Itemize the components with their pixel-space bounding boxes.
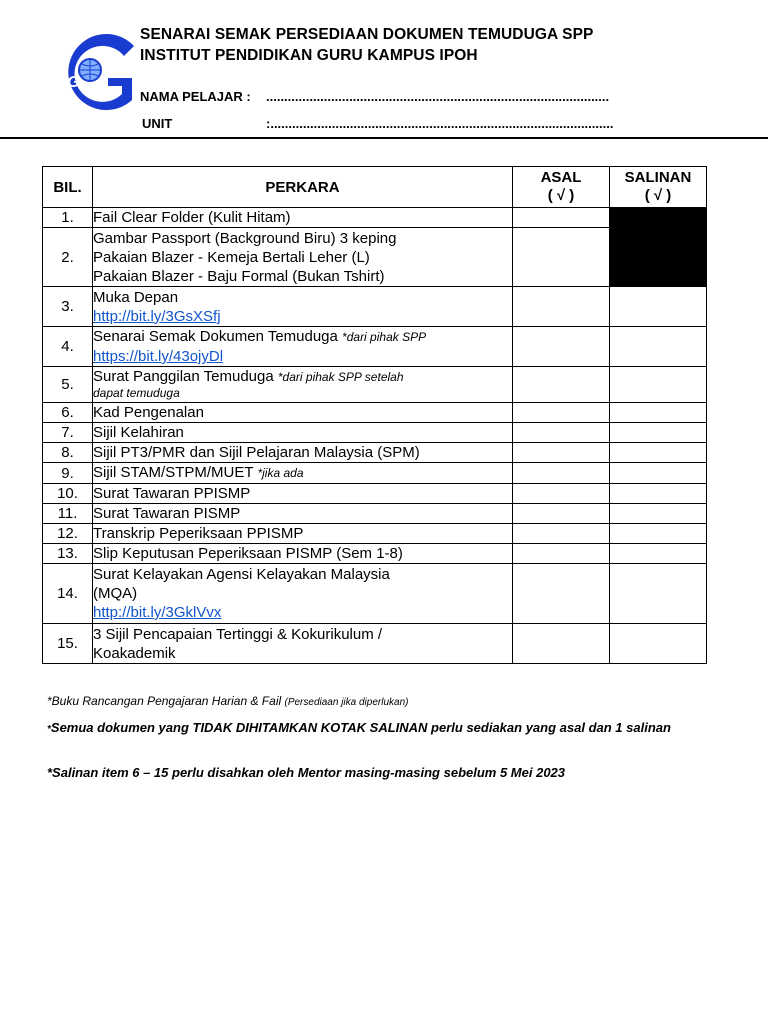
footnote-star: *	[47, 724, 51, 735]
row-number: 4.	[43, 327, 93, 367]
unit-field	[140, 116, 613, 131]
row-item: Sijil PT3/PMR dan Sijil Pelajaran Malaysia (SPM)	[93, 443, 513, 463]
footnote-buku-rancangan	[47, 694, 408, 708]
table-header-row	[43, 167, 707, 208]
salinan-checkbox-cell[interactable]	[610, 443, 707, 463]
item-text: Pakaian Blazer - Baju Formal (Bukan Tshirt)	[93, 267, 385, 285]
table-row	[43, 443, 707, 463]
asal-checkbox-cell[interactable]	[513, 504, 610, 524]
item-text: Surat Panggilan Temuduga	[93, 367, 274, 385]
footnote-mentor-deadline: *Salinan item 6 – 15 perlu disahkan oleh Mentor masing-masing sebelum 5 Mei 2023	[47, 765, 566, 780]
salinan-checkbox-cell[interactable]	[610, 564, 707, 624]
table-row	[43, 208, 707, 228]
table-row	[43, 403, 707, 423]
salinan-checkbox-cell[interactable]	[610, 327, 707, 367]
row-item	[93, 367, 513, 403]
asal-checkbox-cell[interactable]	[513, 564, 610, 624]
table-row	[43, 287, 707, 327]
table-row	[43, 564, 707, 624]
footnote-small: (Persediaan jika diperlukan)	[284, 697, 409, 708]
table-row	[43, 228, 707, 287]
nama-pelajar-label: NAMA PELAJAR :	[140, 89, 251, 104]
row-number: 3.	[43, 287, 93, 327]
item-text: (MQA)	[93, 585, 138, 602]
row-item	[93, 327, 513, 367]
nama-pelajar-dots: ...............................................................................................	[266, 89, 610, 104]
salinan-checkbox-cell[interactable]	[610, 463, 707, 484]
salinan-checkbox-cell[interactable]	[610, 484, 707, 504]
table-row	[43, 544, 707, 564]
row-item	[93, 564, 513, 624]
table-row	[43, 327, 707, 367]
header-asal-label: ASAL	[540, 169, 582, 186]
row-number: 10.	[43, 484, 93, 504]
item-text: Pakaian Blazer - Kemeja Bertali Leher (L)	[93, 248, 370, 266]
row-number: 8.	[43, 443, 93, 463]
asal-checkbox-cell[interactable]	[513, 367, 610, 403]
row-item: Kad Pengenalan	[93, 403, 513, 423]
salinan-checkbox-cell[interactable]	[610, 423, 707, 443]
logo-text: iPG	[52, 74, 80, 91]
header-divider	[0, 137, 768, 139]
salinan-checkbox-cell[interactable]	[610, 544, 707, 564]
row-number: 15.	[43, 624, 93, 664]
mqa-link[interactable]: http://bit.ly/3GklVvx	[93, 604, 222, 621]
salinan-checkbox-cell[interactable]	[610, 524, 707, 544]
salinan-checkbox-cell[interactable]	[610, 367, 707, 403]
salinan-checkbox-cell[interactable]	[610, 624, 707, 664]
asal-checkbox-cell[interactable]	[513, 403, 610, 423]
table-row	[43, 504, 707, 524]
asal-checkbox-cell[interactable]	[513, 524, 610, 544]
row-number: 6.	[43, 403, 93, 423]
footnote-main: *Buku Rancangan Pengajaran Harian & Fail	[47, 694, 282, 708]
row-item	[93, 287, 513, 327]
item-text: Fail Clear Folder (Kulit Hitam)	[93, 209, 291, 226]
row-number: 13.	[43, 544, 93, 564]
header-asal-mark: ( √ )	[547, 187, 575, 204]
item-text: Sijil STAM/STPM/MUET	[93, 464, 254, 481]
nama-pelajar-field	[140, 89, 609, 104]
item-note: *dari pihak SPP	[342, 330, 427, 344]
unit-label: UNIT	[142, 116, 173, 131]
unit-dots: :...............................................................................................	[266, 116, 614, 131]
row-number: 14.	[43, 564, 93, 624]
salinan-checkbox-cell[interactable]	[610, 287, 707, 327]
footnote-text: Semua dokumen yang TIDAK DIHITAMKAN KOTAK SALINAN perlu sediakan yang asal dan 1 salinan	[50, 720, 671, 735]
item-note: *dari pihak SPP setelah	[277, 369, 404, 384]
asal-checkbox-cell[interactable]	[513, 287, 610, 327]
salinan-blacked-cell	[610, 208, 707, 228]
header-asal	[513, 167, 610, 208]
row-number: 12.	[43, 524, 93, 544]
row-number: 9.	[43, 463, 93, 484]
row-number: 11.	[43, 504, 93, 524]
header-salinan-label: SALINAN	[624, 169, 692, 186]
row-item	[93, 208, 513, 228]
document-checklist-table	[42, 166, 707, 664]
item-text: Gambar Passport (Background Biru) 3 keping	[93, 229, 397, 247]
table-row	[43, 367, 707, 403]
item-text: 3 Sijil Pencapaian Tertinggi & Kokurikulum /	[93, 625, 383, 643]
senarai-semak-link[interactable]: https://bit.ly/43ojyDl	[93, 348, 224, 365]
row-item: Slip Keputusan Peperiksaan PISMP (Sem 1-8)	[93, 544, 513, 564]
document-title: SENARAI SEMAK PERSEDIAAN DOKUMEN TEMUDUGA SPP	[140, 26, 594, 43]
item-text: Surat Kelayakan Agensi Kelayakan Malaysia	[93, 566, 390, 583]
institution-name: INSTITUT PENDIDIKAN GURU KAMPUS IPOH	[140, 47, 478, 64]
row-item	[93, 624, 513, 664]
table-row	[43, 624, 707, 664]
table-row	[43, 484, 707, 504]
table-row	[43, 524, 707, 544]
row-number: 7.	[43, 423, 93, 443]
item-note: dapat temuduga	[93, 385, 180, 400]
ipg-logo	[46, 34, 138, 114]
row-number: 5.	[43, 367, 93, 403]
asal-checkbox-cell[interactable]	[513, 228, 610, 287]
row-item: Surat Tawaran PISMP	[93, 504, 513, 524]
row-item: Sijil Kelahiran	[93, 423, 513, 443]
salinan-checkbox-cell[interactable]	[610, 504, 707, 524]
item-text: Senarai Semak Dokumen Temuduga	[93, 328, 338, 345]
salinan-checkbox-cell[interactable]	[610, 403, 707, 423]
asal-checkbox-cell[interactable]	[513, 544, 610, 564]
asal-checkbox-cell[interactable]	[513, 208, 610, 228]
asal-checkbox-cell[interactable]	[513, 327, 610, 367]
row-item: Transkrip Peperiksaan PPISMP	[93, 524, 513, 544]
table-row	[43, 463, 707, 484]
asal-checkbox-cell[interactable]	[513, 423, 610, 443]
row-item	[93, 228, 513, 287]
asal-checkbox-cell[interactable]	[513, 443, 610, 463]
item-note: *jika ada	[257, 466, 304, 480]
asal-checkbox-cell[interactable]	[513, 463, 610, 484]
row-number: 2.	[43, 228, 93, 287]
table-row	[43, 423, 707, 443]
salinan-blacked-cell	[610, 228, 707, 287]
footnote-salinan-rule	[47, 719, 707, 739]
item-text: Muka Depan	[93, 288, 179, 306]
header-salinan	[610, 167, 707, 208]
header-bil: BIL.	[43, 167, 93, 208]
asal-checkbox-cell[interactable]	[513, 484, 610, 504]
item-text: Koakademik	[93, 644, 176, 662]
row-number: 1.	[43, 208, 93, 228]
header-salinan-mark: ( √ )	[644, 187, 672, 204]
row-item: Surat Tawaran PPISMP	[93, 484, 513, 504]
muka-depan-link[interactable]: http://bit.ly/3GsXSfj	[93, 307, 221, 325]
header-perkara: PERKARA	[93, 167, 513, 208]
row-item	[93, 463, 513, 484]
asal-checkbox-cell[interactable]	[513, 624, 610, 664]
